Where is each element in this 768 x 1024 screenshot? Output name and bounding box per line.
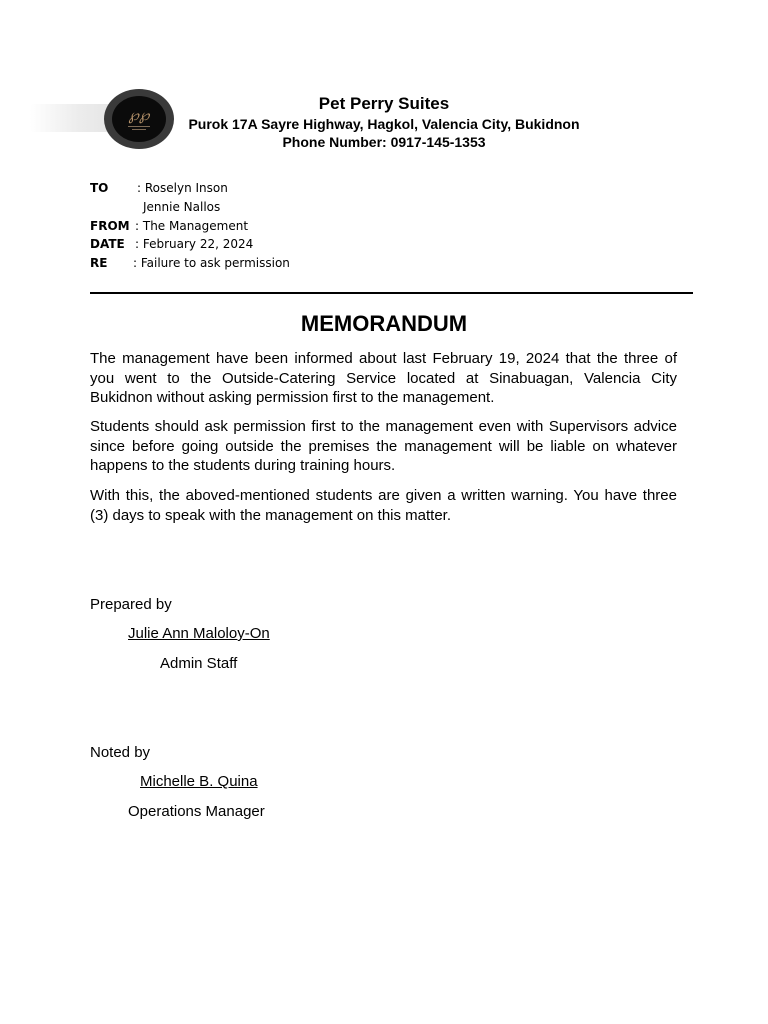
memo-re-label: RE [90, 256, 108, 270]
memo-date-value: : February 22, 2024 [135, 237, 254, 251]
noted-by-role: Operations Manager [128, 803, 265, 820]
company-phone: Phone Number: 0917-145-1353 [282, 134, 486, 150]
memo-re-value: : Failure to ask permission [133, 256, 290, 270]
prepared-by-role: Admin Staff [160, 655, 238, 672]
memo-to-value: : Roselyn Inson [137, 181, 228, 195]
header-divider [90, 292, 693, 294]
noted-by-name: Michelle B. Quina [140, 773, 258, 790]
memo-to-label: TO [90, 181, 109, 195]
memo-to-value-2: Jennie Nallos [143, 200, 221, 214]
memo-from-value: : The Management [135, 219, 249, 233]
memo-title: MEMORANDUM [300, 311, 468, 336]
memo-date-label: DATE [90, 237, 125, 251]
noted-by-label: Noted by [90, 744, 151, 761]
body-paragraph-1: The management have been informed about last February 19, 2024 that the three of you went to the Outside-Catering Service located at Sinabuagan, Valencia City Bukidnon without asking permission first to the management. [90, 350, 677, 406]
prepared-by-label: Prepared by [90, 596, 172, 613]
memo-from-label: FROM [90, 219, 130, 233]
company-name: Pet Perry Suites [318, 94, 450, 113]
company-address: Purok 17A Sayre Highway, Hagkol, Valencia City, Bukidnon [188, 116, 580, 132]
logo-monogram: ℘℘ [128, 106, 150, 124]
prepared-by-name: Julie Ann Maloloy-On [128, 625, 270, 642]
body-paragraph-3: With this, the aboved-mentioned students are given a written warning. You have three (3) days to speak with the management on this matter. [90, 487, 677, 524]
body-paragraph-2: Students should ask permission first to the management even with Supervisors advice since before going outside the premises the management will be liable on whatever happens to the students during training hours. [90, 418, 677, 474]
